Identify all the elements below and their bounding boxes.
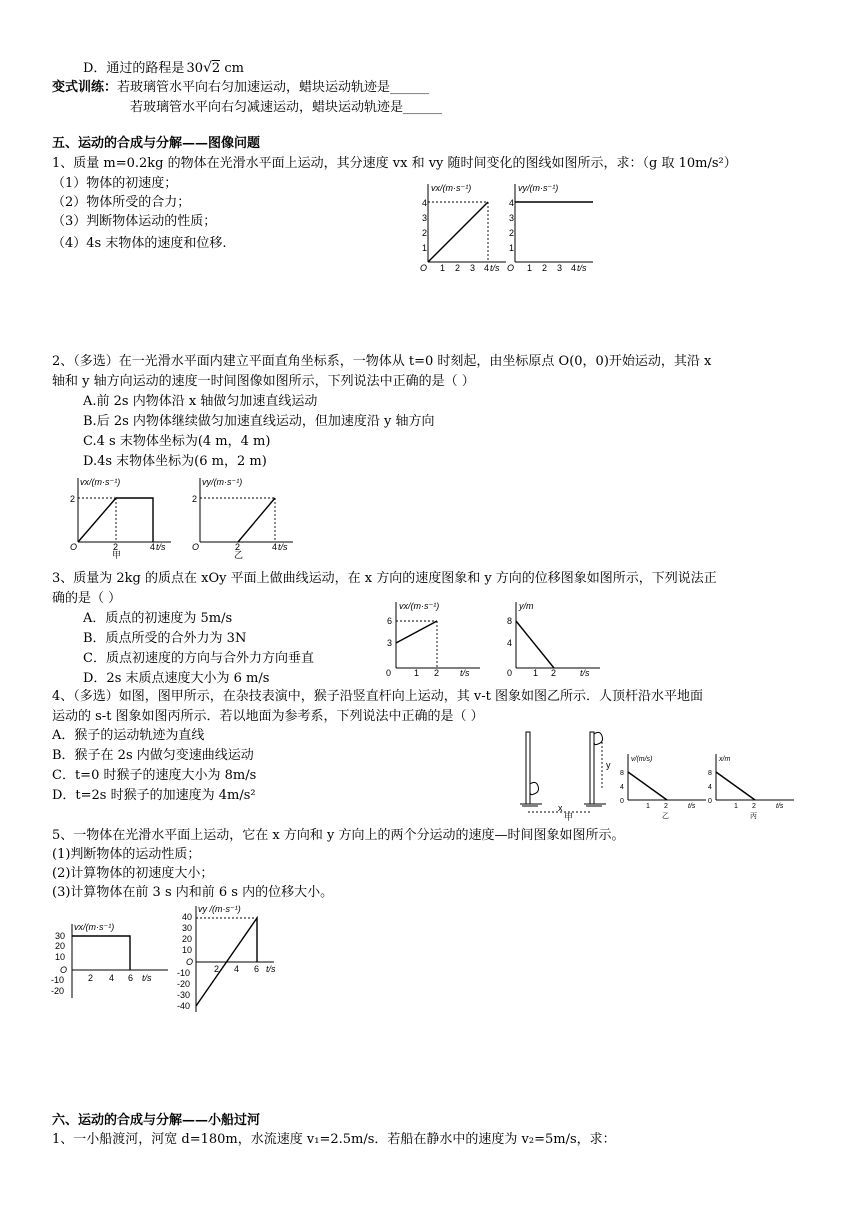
tick-label: -20 bbox=[51, 986, 65, 996]
monkey-icon bbox=[530, 782, 539, 794]
q5-stem: 5、一物体在光滑水平面上运动，它在 x 方向和 y 方向上的两个分运动的速度—时间图象如图所示。 bbox=[52, 828, 625, 843]
q1-item-2: （2）物体所受的合力； bbox=[52, 195, 191, 210]
variant-label: 变式训练： bbox=[52, 80, 118, 95]
tick-label: 2 bbox=[551, 668, 557, 678]
tick-label: 2 bbox=[752, 803, 756, 810]
q1-stem: 1、质量 m=0.2kg 的物体在光滑水平面上运动，其分速度 vx 和 vy 随时间变化的图线如图所示，求：（g 取 10m/s²） bbox=[52, 156, 737, 171]
origin-label: 0 bbox=[620, 798, 624, 805]
origin-label: O bbox=[186, 957, 194, 967]
tick-label: 6 bbox=[128, 973, 134, 983]
q1-item-1: （1）物体的初速度； bbox=[52, 176, 178, 191]
tick-label: 4 bbox=[571, 263, 577, 273]
section6-title: 六、运动的合成与分解——小船过河 bbox=[52, 1113, 261, 1128]
tick-label: 8 bbox=[507, 616, 513, 626]
data-line bbox=[238, 498, 275, 542]
axis-label-y: vy/(m·s⁻¹) bbox=[202, 477, 243, 487]
tick-label: -20 bbox=[177, 979, 191, 989]
q3-stem-1: 3、质量为 2kg 的质点在 xOy 平面上做曲线运动，在 x 方向的速度图象和 y 方向的位移图象如图所示，下列说法正 bbox=[52, 571, 717, 586]
axis-label-y: vy/(m·s⁻¹) bbox=[518, 183, 559, 193]
figure-caption: 乙 bbox=[234, 550, 244, 560]
data-line bbox=[716, 772, 755, 800]
q2-graph-vy bbox=[188, 476, 298, 558]
q2-stem-2: 轴和 y 轴方向运动的速度一时间图像如图所示，下列说法中正确的是（ ） bbox=[52, 374, 475, 389]
origin-label: O bbox=[420, 263, 428, 273]
q1-item-3: （3）判断物体运动的性质； bbox=[52, 214, 217, 229]
tick-label: 1 bbox=[734, 803, 738, 810]
axis-label-x: t/s bbox=[142, 973, 152, 983]
axis-label-y: v/(m/s) bbox=[631, 756, 653, 763]
tick-label: -10 bbox=[51, 975, 65, 985]
tick-label: 4 bbox=[708, 784, 712, 791]
tick-label: 2 bbox=[88, 973, 94, 983]
tick-label: 4 bbox=[150, 542, 156, 552]
tick-label: 8 bbox=[708, 770, 712, 777]
q5-item-3: (3)计算物体在前 3 s 内和前 6 s 内的位移大小。 bbox=[52, 885, 334, 900]
q4-option-c: C．t=0 时猴子的速度大小为 8m/s bbox=[52, 768, 257, 783]
tick-label: 1 bbox=[440, 263, 446, 273]
q2-option-a: A.前 2s 内物体沿 x 轴做匀加速直线运动 bbox=[83, 394, 318, 409]
axis-label-x: t/s bbox=[460, 668, 470, 678]
tick-label: -10 bbox=[177, 968, 191, 978]
tick-label: 4 bbox=[234, 964, 240, 974]
q4-stem-2: 运动的 s-t 图象如图丙所示．若以地面为参考系，下列说法中正确的是（ ） bbox=[52, 709, 484, 724]
q3-graph-vx bbox=[382, 600, 482, 680]
tick-label: 2 bbox=[113, 542, 119, 552]
figure-caption: 甲 bbox=[564, 812, 574, 822]
figure-caption: 甲 bbox=[112, 550, 122, 560]
tick-label: 4 bbox=[422, 198, 428, 208]
tick-label: 3 bbox=[422, 213, 428, 223]
variant-text-2: 若玻璃管水平向右匀减速运动，蜡块运动轨迹是______ bbox=[130, 100, 443, 115]
sqrt-icon: √ bbox=[202, 60, 212, 76]
tick-label: 8 bbox=[620, 770, 624, 777]
tick-label: 4 bbox=[507, 638, 513, 648]
tick-label: 3 bbox=[557, 263, 563, 273]
tick-label: 2 bbox=[509, 228, 515, 238]
option-d-unit: cm bbox=[220, 61, 244, 76]
axis-label-x: t/s bbox=[688, 803, 696, 810]
axis-label-y: x/m bbox=[719, 756, 731, 763]
q2-graph-vx bbox=[66, 476, 176, 558]
tick-label: 30 bbox=[55, 931, 66, 941]
tick-label: 2 bbox=[434, 668, 440, 678]
variant-text-1: 若玻璃管水平向右匀加速运动，蜡块运动轨迹是______ bbox=[117, 80, 430, 95]
q5-graph-vy bbox=[174, 902, 284, 1014]
tick-label: 4 bbox=[620, 784, 624, 791]
tick-label: 1 bbox=[527, 263, 533, 273]
tick-label: 20 bbox=[182, 934, 193, 944]
tick-label: 40 bbox=[182, 912, 193, 922]
tick-label: 3 bbox=[509, 213, 515, 223]
tick-label: 10 bbox=[55, 952, 66, 962]
tick-label: 4 bbox=[272, 542, 278, 552]
axis-label-y: y/m bbox=[519, 601, 534, 611]
tick-label: 2 bbox=[422, 228, 428, 238]
tick-label: 1 bbox=[414, 668, 420, 678]
q3-graph-y bbox=[504, 600, 604, 680]
q4-graph-v bbox=[618, 752, 710, 820]
figure-label: x bbox=[558, 803, 563, 813]
q2-option-d: D.4s 末物体坐标为(6 m，2 m) bbox=[83, 454, 267, 469]
tick-label: 6 bbox=[387, 616, 393, 626]
origin-label: O bbox=[192, 542, 200, 552]
q4-stem-1: 4、（多选）如图，图甲所示，在杂技表演中，猴子沿竖直杆向上运动，其 v-t 图象如图乙所示．人顶杆沿水平地面 bbox=[52, 689, 703, 704]
origin-label: O bbox=[507, 263, 515, 273]
tick-label: 1 bbox=[646, 803, 650, 810]
figure-label: y bbox=[606, 760, 611, 770]
option-d bbox=[83, 59, 244, 78]
section5-title: 五、运动的合成与分解——图像问题 bbox=[52, 136, 261, 151]
option-d-radicand: 2 bbox=[211, 61, 221, 76]
tick-label: 4 bbox=[484, 263, 490, 273]
q2-option-c: C.4 s 末物体坐标为(4 m，4 m) bbox=[83, 434, 271, 449]
tick-label: 2 bbox=[70, 494, 76, 504]
axis-label-y: vx/(m·s⁻¹) bbox=[399, 601, 440, 611]
q4-graph-x bbox=[706, 752, 798, 820]
origin-label: 0 bbox=[507, 668, 513, 678]
origin-label: O bbox=[60, 965, 68, 975]
axis-label-y: vy /(m·s⁻¹) bbox=[198, 904, 241, 914]
monkey-icon bbox=[594, 732, 603, 744]
tick-label: 20 bbox=[55, 941, 66, 951]
q4-figure-monkey bbox=[520, 728, 615, 822]
q4-option-b: B．猴子在 2s 内做匀变速曲线运动 bbox=[52, 748, 254, 763]
q3-option-d: D．2s 末质点速度大小为 6 m/s bbox=[83, 671, 270, 686]
axis-label-x: t/s bbox=[278, 542, 288, 552]
q1-item-4: （4）4s 末物体的速度和位移. bbox=[52, 236, 227, 251]
origin-label: 0 bbox=[708, 798, 712, 805]
q4-option-a: A．猴子的运动轨迹为直线 bbox=[52, 728, 205, 743]
data-line bbox=[72, 936, 130, 970]
tick-label: 2 bbox=[214, 964, 220, 974]
q5-item-1: (1)判断物体的运动性质； bbox=[52, 847, 201, 862]
tick-label: 1 bbox=[509, 243, 515, 253]
option-d-number: 30 bbox=[186, 61, 203, 76]
tick-label: 3 bbox=[470, 263, 476, 273]
option-d-text: D．通过的路程是 bbox=[83, 61, 185, 76]
q3-option-a: A．质点的初速度为 5m/s bbox=[83, 611, 233, 626]
axis-label-x: t/s bbox=[776, 803, 784, 810]
data-line bbox=[516, 621, 554, 668]
section6-q1: 1、一小船渡河，河宽 d=180m，水流速度 v₁=2.5m/s．若船在静水中的速度为 v₂=5m/s，求： bbox=[52, 1132, 616, 1147]
axis-label-x: t/s bbox=[580, 668, 590, 678]
q3-stem-2: 确的是（ ） bbox=[52, 591, 122, 606]
tick-label: 2 bbox=[235, 542, 241, 552]
figure-caption: 乙 bbox=[662, 813, 669, 820]
tick-label: 2 bbox=[192, 494, 198, 504]
q5-item-2: (2)计算物体的初速度大小； bbox=[52, 866, 214, 881]
variant-line-2 bbox=[130, 99, 442, 117]
tick-label: 4 bbox=[509, 198, 515, 208]
tick-label: 3 bbox=[387, 638, 393, 648]
tick-label: 10 bbox=[182, 945, 193, 955]
q5-graph-vx bbox=[50, 920, 170, 1000]
q1-graph-vy bbox=[505, 182, 595, 272]
tick-label: 2 bbox=[455, 263, 461, 273]
data-line bbox=[396, 621, 437, 643]
tick-label: 1 bbox=[533, 668, 539, 678]
axis-label-x: t/s bbox=[266, 964, 276, 974]
data-line bbox=[78, 498, 153, 542]
variant-line-1 bbox=[52, 79, 429, 97]
q4-option-d: D．t=2s 时猴子的加速度为 4m/s² bbox=[52, 788, 256, 803]
tick-label: 30 bbox=[182, 923, 193, 933]
q3-option-c: C．质点初速度的方向与合外力方向垂直 bbox=[83, 651, 314, 666]
axis-label-y: vx/(m·s⁻¹) bbox=[80, 477, 121, 487]
axis-label-y: vx/(m·s⁻¹) bbox=[431, 183, 472, 193]
axis-label-x: t/s bbox=[490, 263, 500, 273]
figure-caption: 丙 bbox=[750, 813, 757, 820]
q2-stem-1: 2、（多选）在一光滑水平面内建立平面直角坐标系，一物体从 t=0 时刻起，由坐标原点 O(0，0)开始运动，其沿 x bbox=[52, 354, 712, 369]
tick-label: 6 bbox=[254, 964, 260, 974]
tick-label: 2 bbox=[542, 263, 548, 273]
axis-label-y: vx/(m·s⁻¹) bbox=[74, 922, 115, 932]
data-line bbox=[628, 772, 667, 800]
tick-label: 2 bbox=[664, 803, 668, 810]
q1-graph-vx bbox=[418, 182, 508, 272]
tick-label: 4 bbox=[109, 973, 115, 983]
tick-label: 1 bbox=[422, 243, 428, 253]
q2-option-b: B.后 2s 内物体继续做匀加速直线运动，但加速度沿 y 轴方向 bbox=[83, 414, 435, 429]
axis-label-x: t/s bbox=[577, 263, 587, 273]
tick-label: -40 bbox=[177, 1001, 191, 1011]
axis-label-x: t/s bbox=[156, 542, 166, 552]
data-line bbox=[428, 202, 488, 262]
origin-label: 0 bbox=[386, 668, 392, 678]
tick-label: -30 bbox=[177, 990, 191, 1000]
q3-option-b: B．质点所受的合外力为 3N bbox=[83, 631, 247, 646]
origin-label: O bbox=[70, 542, 78, 552]
